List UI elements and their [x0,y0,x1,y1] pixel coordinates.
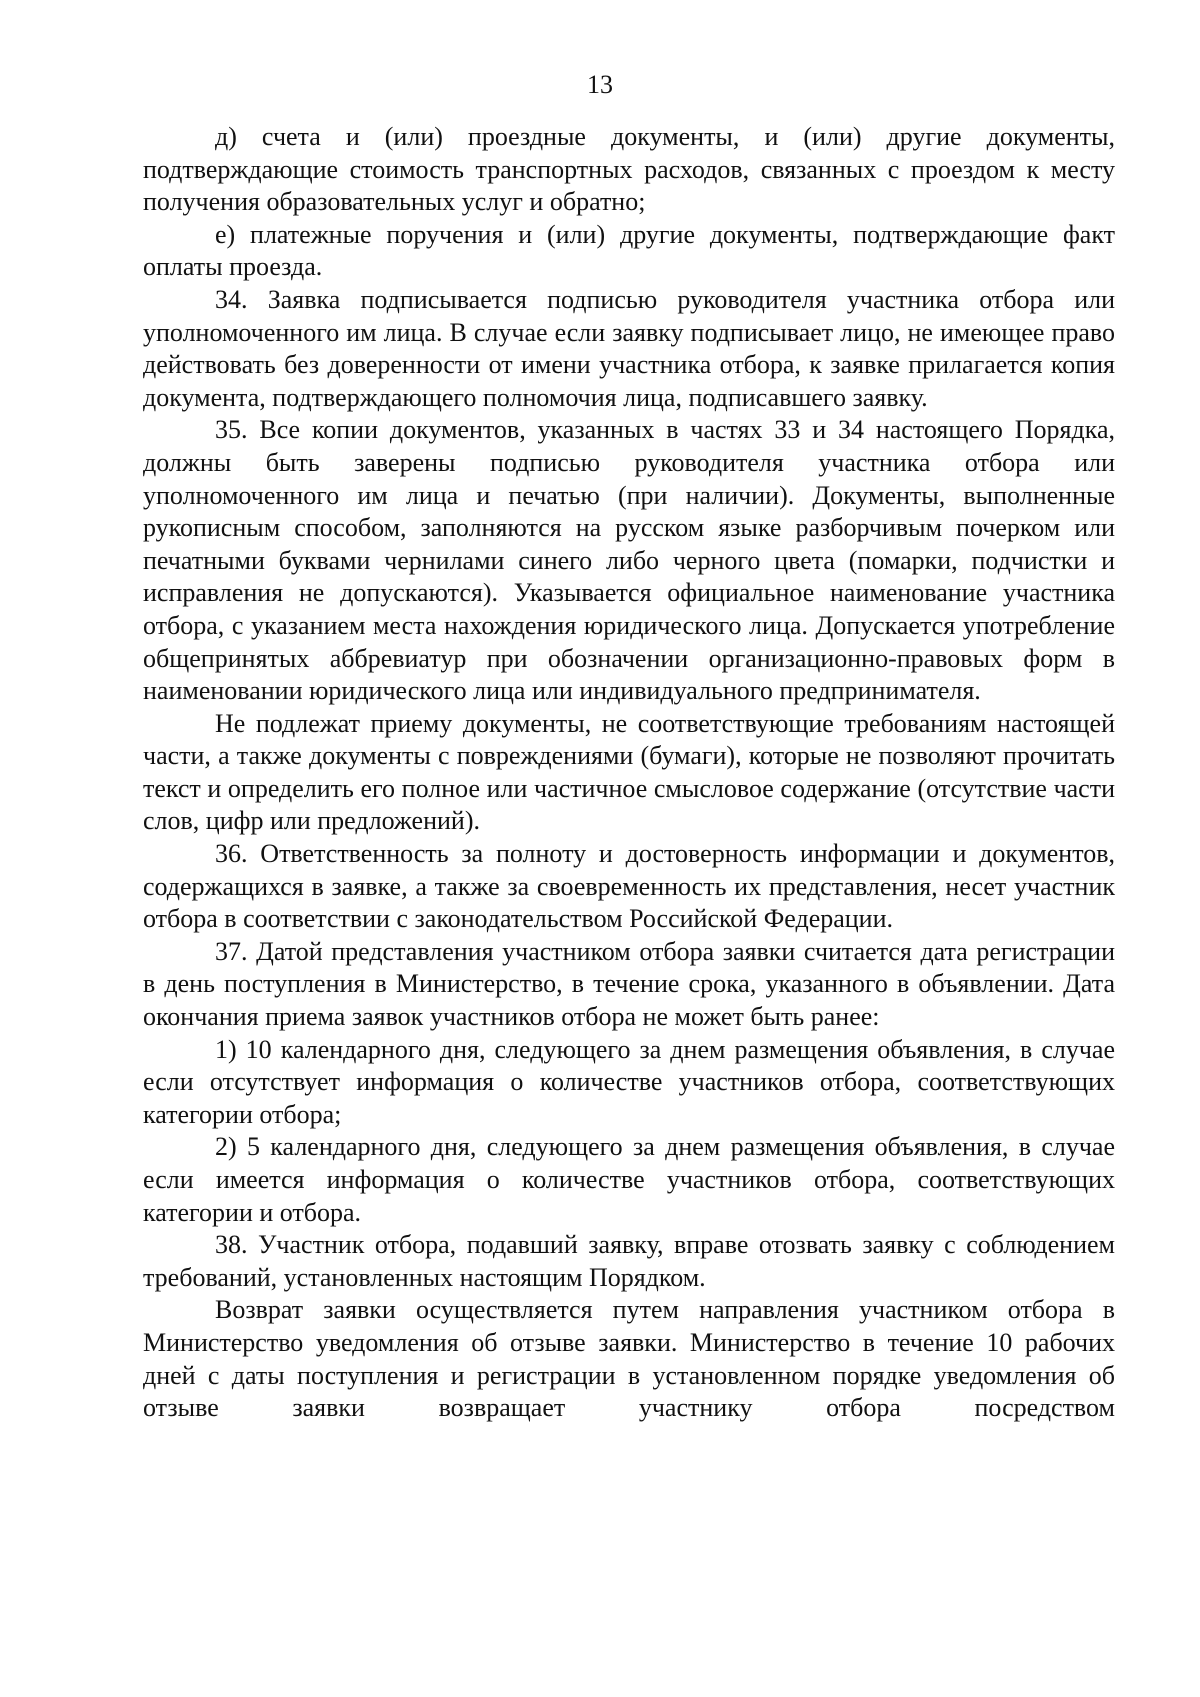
paragraph-38-withdraw: 38. Участник отбора, подавший заявку, вправе отозвать заявку с соблюдением требований, установленных настоящим Порядком. [143,1230,1115,1292]
paragraph-e-payment-orders: е) платежные поручения и (или) другие документы, подтверждающие факт оплаты проезда. [143,219,1115,282]
paragraph-return: Возврат заявки осуществляется путем направления участником отбора в Министерство уведомления об отзыве заявки. Министерство в течение 10 рабочих дней с даты поступления и регистрации в установленном порядке уведомления об отзыве заявки возвращает участнику отбора посредством [143,1295,1115,1423]
paragraph-not-accepted: Не подлежат приему документы, не соответствующие требованиям настоящей части, а также документы с повреждениями (бумаги), которые не позволяют прочитать текст и определить его полное или частичное смысловое содержание (отсутствие части слов, цифр или предложений). [143,708,1115,836]
paragraph-34-signature: 34. Заявка подписывается подписью руководителя участника отбора или уполномоченного им лица. В случае если заявку подписывает лицо, не имеющее право действовать без доверенности от имени участника отбора, к заявке прилагается копия документа, подтверждающего полномочия лица, подписавшего заявку. [143,284,1115,412]
page-number: 13 [587,70,613,99]
paragraph-37-submission-date: 37. Датой представления участником отбора заявки считается дата регистрации в день поступления в Министерство, в течение срока, указанного в объявлении. Дата окончания приема заявок участников отбора не может быть ранее: [143,936,1115,1032]
paragraph-d-bills: д) счета и (или) проездные документы, и (или) другие документы, подтверждающие стоимость транспортных расходов, связанных с проездом к месту получения образовательных услуг и обратно; [143,122,1115,217]
paragraph-35-copies: 35. Все копии документов, указанных в частях 33 и 34 настоящего Порядка, должны быть заверены подписью руководителя участника отбора или уполномоченного им лица и печатью (при наличии). Документы, выполненные рукописным способом, заполняются на русском языке разборчивым почерком или печатными буквами чернилами синего либо черного цвета (помарки, подчистки и исправления не допускаются). Указывается официальное наименование участника отбора, с указанием места нахождения юридического лица. Допускается употребление общепринятых аббревиатур при обозначении организационно-правовых форм в наименовании юридического лица или индивидуального предпринимателя. [143,415,1115,706]
paragraph-37-item-1: 1) 10 календарного дня, следующего за днем размещения объявления, в случае если отсутствует информация о количестве участников отбора, соответствующих категории отбора; [143,1034,1115,1129]
paragraph-36-responsibility: 36. Ответственность за полноту и достоверность информации и документов, содержащихся в заявке, а также за своевременность их представления, несет участник отбора в соответствии с законодательством Российской Федерации. [143,839,1115,934]
paragraph-37-item-2: 2) 5 календарного дня, следующего за днем размещения объявления, в случае если имеется информация о количестве участников отбора, соответствующих категории и отбора. [143,1132,1115,1227]
document-body [143,121,1115,1425]
